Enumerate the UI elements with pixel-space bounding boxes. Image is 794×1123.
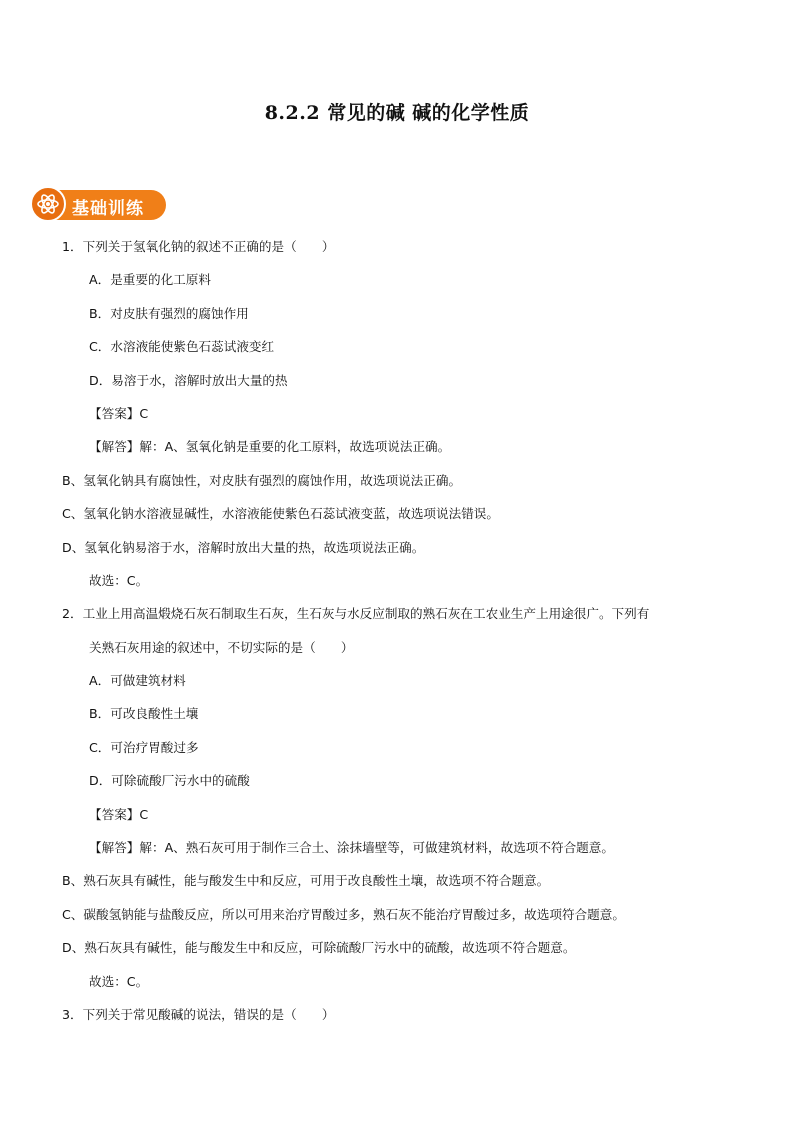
atom-icon: [30, 186, 66, 222]
option-c: C．水溶液能使紫色石蕊试液变红: [89, 339, 275, 355]
answer: 【答案】C: [89, 405, 149, 421]
question-stem: 2．工业上用高温煅烧石灰石制取生石灰，生石灰与水反应制取的熟石灰在工农业生产上用途很广。下列有: [62, 606, 650, 622]
option-a: A．是重要的化工原料: [89, 272, 211, 288]
question-list: [62, 230, 742, 1031]
analysis-line: C、氢氧化钠水溶液显碱性，水溶液能使紫色石蕊试液变蓝，故选项说法错误。: [62, 506, 499, 522]
page-title: 8.2.2 常见的碱 碱的化学性质: [264, 102, 530, 124]
analysis-line: 【解答】解：A、氢氧化钠是重要的化工原料，故选项说法正确。: [89, 439, 451, 455]
analysis-line: 【解答】解：A、熟石灰可用于制作三合土、涂抹墙壁等，可做建筑材料，故选项不符合题意。: [89, 840, 614, 856]
analysis-line: C、碳酸氢钠能与盐酸反应，所以可用来治疗胃酸过多，熟石灰不能治疗胃酸过多，故选项符合题意。: [62, 906, 625, 922]
conclusion-line: 故选：C。: [89, 973, 149, 989]
conclusion-line: 故选：C。: [89, 572, 149, 588]
option-b: B．可改良酸性土壤: [89, 706, 199, 722]
option-d: D．可除硫酸厂污水中的硫酸: [89, 773, 250, 789]
question-stem: 1．下列关于氢氧化钠的叙述不正确的是（ ）: [62, 239, 335, 254]
section-label: 基础训练: [72, 199, 144, 219]
analysis-line: D、熟石灰具有碱性，能与酸发生中和反应，可除硫酸厂污水中的硫酸，故选项不符合题意。: [62, 940, 576, 956]
analysis-line: B、熟石灰具有碱性，能与酸发生中和反应，可用于改良酸性土壤，故选项不符合题意。: [62, 873, 550, 889]
analysis-line: D、氢氧化钠易溶于水，溶解时放出大量的热，故选项说法正确。: [62, 539, 425, 555]
option-a: A．可做建筑材料: [89, 673, 186, 689]
option-d: D．易溶于水，溶解时放出大量的热: [89, 372, 288, 388]
option-c: C．可治疗胃酸过多: [89, 739, 199, 755]
question-stem: 3．下列关于常见酸碱的说法，错误的是（ ）: [62, 1006, 335, 1022]
section-badge: [30, 186, 170, 222]
option-b: B．对皮肤有强烈的腐蚀作用: [89, 305, 249, 321]
analysis-line: B、氢氧化钠具有腐蚀性，对皮肤有强烈的腐蚀作用，故选项说法正确。: [62, 472, 462, 488]
question-stem-cont: 关熟石灰用途的叙述中，不切实际的是（ ）: [89, 639, 354, 655]
answer: 【答案】C: [89, 806, 149, 822]
